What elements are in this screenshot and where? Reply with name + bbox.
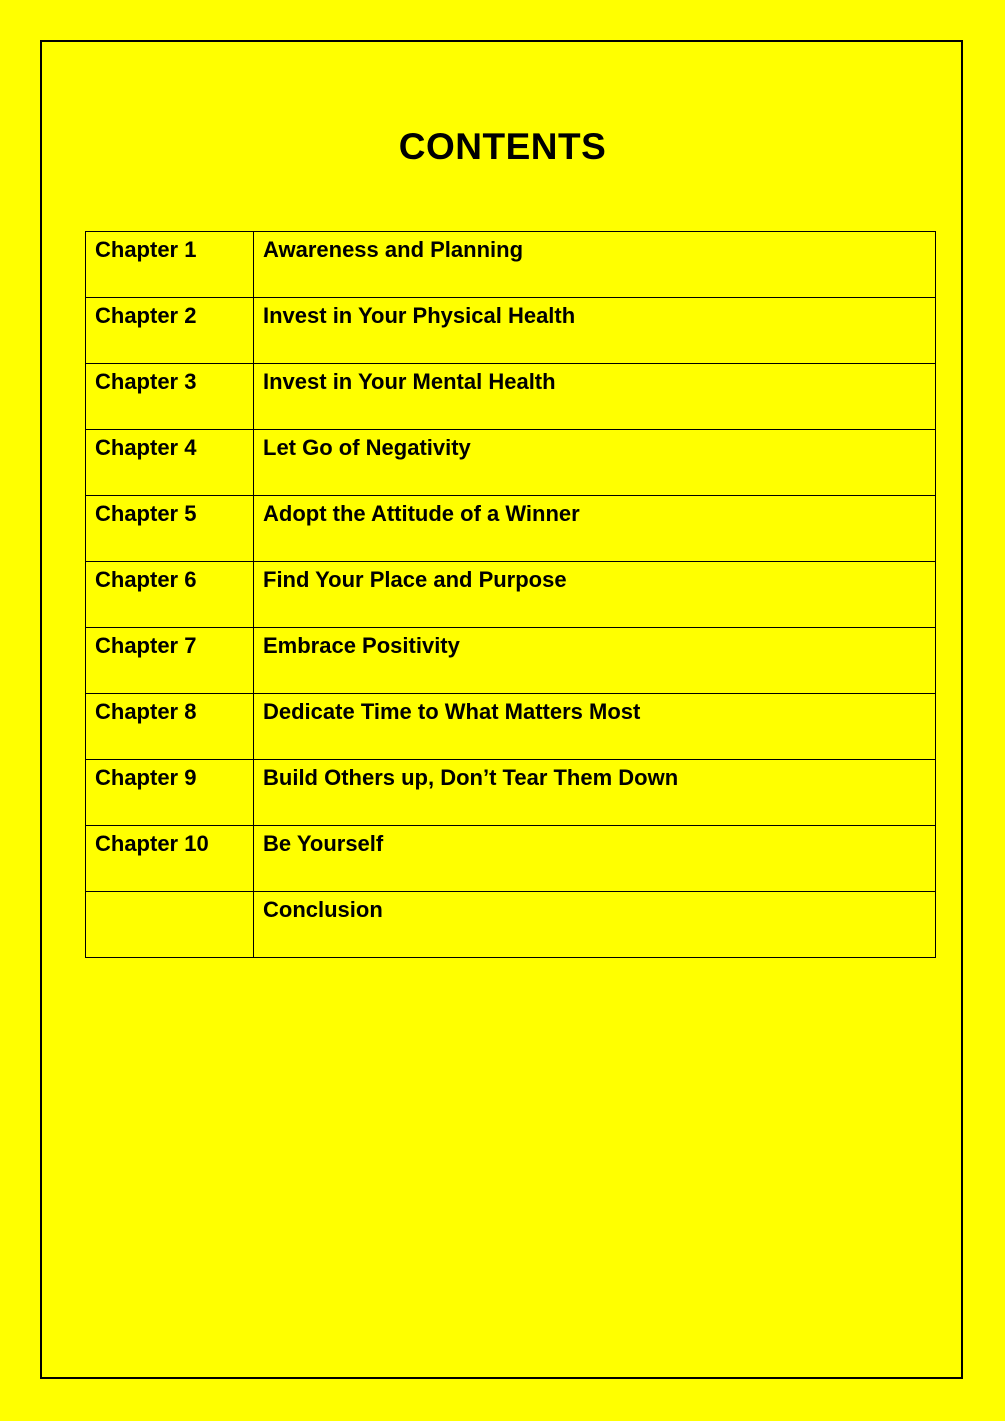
table-row bbox=[86, 628, 936, 694]
chapter-title: Awareness and Planning bbox=[254, 232, 936, 298]
chapter-number: Chapter 4 bbox=[86, 430, 254, 496]
chapter-title: Find Your Place and Purpose bbox=[254, 562, 936, 628]
table-row bbox=[86, 496, 936, 562]
table-row bbox=[86, 562, 936, 628]
table-row bbox=[86, 232, 936, 298]
chapter-title: Dedicate Time to What Matters Most bbox=[254, 694, 936, 760]
chapter-title: Conclusion bbox=[254, 892, 936, 958]
chapter-title: Let Go of Negativity bbox=[254, 430, 936, 496]
chapter-number: Chapter 6 bbox=[86, 562, 254, 628]
chapter-title: Embrace Positivity bbox=[254, 628, 936, 694]
table-row bbox=[86, 298, 936, 364]
chapter-number: Chapter 2 bbox=[86, 298, 254, 364]
chapter-number: Chapter 5 bbox=[86, 496, 254, 562]
table-row bbox=[86, 760, 936, 826]
chapter-number: Chapter 8 bbox=[86, 694, 254, 760]
table-row bbox=[86, 694, 936, 760]
table-row bbox=[86, 892, 936, 958]
contents-table bbox=[85, 231, 936, 958]
chapter-number: Chapter 1 bbox=[86, 232, 254, 298]
page-title: CONTENTS bbox=[398, 126, 607, 167]
chapter-number: Chapter 3 bbox=[86, 364, 254, 430]
table-row bbox=[86, 364, 936, 430]
table-row bbox=[86, 430, 936, 496]
chapter-title: Adopt the Attitude of a Winner bbox=[254, 496, 936, 562]
chapter-number: Chapter 9 bbox=[86, 760, 254, 826]
chapter-number: Chapter 10 bbox=[86, 826, 254, 892]
chapter-title: Invest in Your Physical Health bbox=[254, 298, 936, 364]
chapter-number: Chapter 7 bbox=[86, 628, 254, 694]
chapter-title: Invest in Your Mental Health bbox=[254, 364, 936, 430]
chapter-number bbox=[86, 892, 254, 958]
chapter-title: Be Yourself bbox=[254, 826, 936, 892]
table-row bbox=[86, 826, 936, 892]
chapter-title: Build Others up, Don’t Tear Them Down bbox=[254, 760, 936, 826]
